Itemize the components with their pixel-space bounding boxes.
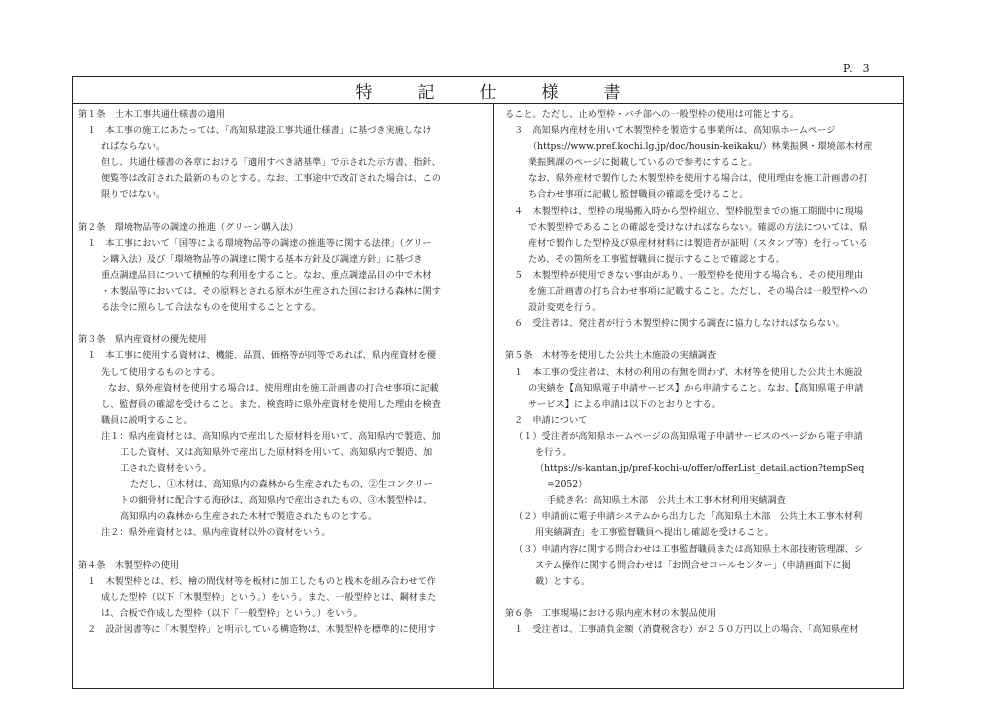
text-line: 注２：県外産資材とは、県内産資材以外の資材をいう。 [101, 527, 331, 539]
text-line: １ 本工事の施工にあたっては、「高知県建設工事共通仕様書」に基づき実施しなけ [87, 125, 432, 137]
text-line: ５ 木製型枠が使用できない事由があり、一般型枠を使用する場合も、その使用理由 [514, 269, 864, 281]
blank-line [78, 316, 488, 332]
right-column [505, 107, 900, 638]
text-line: を行う。 [535, 446, 572, 458]
text-line: ・木製品等においては、その原料とされる原木が生産された国における森林に関す [101, 286, 441, 298]
text-line: 手続き名：高知県土木部 公共土木工事木材利用実績調査 [547, 495, 786, 507]
text-line: し、監督員の確認を受けること。また、検査時に県外産資材を使用した理由を検査 [101, 398, 441, 410]
text-line: １ 木製型枠とは、杉、檜の間伐材等を板材に加工したものと桟木を組み合わせて作 [87, 575, 437, 587]
text-line: ステム操作に関する問合わせは「お問合せコールセンター」（申請画面下に掲 [535, 559, 851, 571]
page-number: P. 3 [843, 62, 871, 75]
text-line: 工した資材、又は高知県外で産出した原材料を用いて、高知県内で製造、加 [120, 446, 433, 458]
text-line: ただし、①木材は、高知県内の森林から生産されたもの、②生コンクリー [130, 479, 433, 491]
blank-line [505, 590, 900, 606]
article-heading: 第４条 木製型枠の使用 [78, 559, 180, 571]
text-line: ６ 受注者は、発注者が行う木製型枠に関する調査に協力しなければならない。 [514, 318, 845, 330]
text-line: （２）申請前に電子申請システムから出力した「高知県土木部 公共土木工事木材利 [514, 511, 863, 523]
text-line: を施工計画書の打ち合わせ事項に記載すること。ただし、その場合は一般型枠への [528, 286, 868, 298]
text-line: 重点調達品目について積極的な利用をすること。なお、重点調達品目の中で木材 [101, 269, 432, 281]
text-line: 産材で製作した型枠及び県産材材料には製造者が証明（スタンプ等）を行っている [528, 237, 868, 249]
text-line: （１）受注者が高知県ホームページの高知県電子申請サービスのページから電子申請 [514, 430, 863, 442]
text-line: （https://www.pref.kochi.lg.jp/doc/housin-keikaku/）林業振興・環境部木材産 [528, 141, 873, 153]
text-line: ２ 申請について [514, 414, 588, 426]
text-line: 工された資材をいう。 [120, 463, 212, 475]
text-line: 成した型枠（以下「木製型枠」という。）をいう。また、一般型枠とは、鋼材また [101, 591, 437, 603]
article-heading: 第３条 県内産資材の優先使用 [78, 334, 207, 346]
article-heading: 第６条 工事現場における県内産木材の木製品使用 [505, 607, 717, 619]
text-line: （３）申請内容に関する問合わせは工事監督職員または高知県土木部技術管理課、シ [514, 543, 864, 555]
text-line: ればならない。 [101, 141, 166, 153]
specification-sheet [72, 76, 904, 689]
left-column [78, 107, 488, 638]
text-line: 用実績調査」を工事監督職員へ提出し確認を受けること。 [535, 527, 774, 539]
text-line: =2052） [547, 479, 588, 491]
text-line: １ 本工事の受注者は、木材の利用の有無を問わず、木材等を使用した公共土木施設 [514, 366, 863, 378]
text-line: ３ 高知県内産材を用いて木製型枠を製造する事業所は、高知県ホームページ [514, 125, 836, 137]
text-line: の実績を【高知県電子申請サービス】から申請すること。なお、【高知県電子申請 [528, 382, 864, 394]
text-line: 便覧等は改訂された最新のものとする。なお、工事途中で改訂された場合は、この [101, 173, 441, 185]
text-line: る法令に照らして合法なものを使用することとする。 [101, 302, 322, 314]
text-line: ン購入法）及び「環境物品等の調達に関する基本方針及び調達方針」に基づき [101, 253, 423, 265]
text-line: サービス】による申請は以下のとおりとする。 [528, 398, 721, 410]
document-title: 特 記 仕 様 書 [355, 82, 635, 103]
column-divider [493, 104, 494, 688]
text-line: 載）とする。 [535, 575, 591, 587]
text-line: 職員に説明すること。 [101, 414, 193, 426]
text-line: 限りではない。 [101, 189, 166, 201]
text-line: （https://s-kantan.jp/pref-kochi-u/offer/offerList_detail.action?tempSeq [535, 463, 865, 475]
text-line: なお、県外産資材を使用する場合は、使用理由を施工計画書の打合せ事項に記載 [108, 382, 439, 394]
title-bar [73, 77, 903, 104]
text-line: １ 本工事に使用する資材は、機能、品質、価格等が同等であれば、県内産資材を優 [87, 350, 437, 362]
article-heading: ること。ただし、止め型枠・バチ部への一般型枠の使用は可能とする。 [505, 109, 799, 120]
text-line: で木製型枠であることの確認を受けなければならない。確認の方法については、県 [528, 221, 868, 233]
text-line: ため、その箇所を工事監督職員に提示することで確認とする。 [528, 253, 785, 265]
text-line: ２ 設計図書等に「木製型枠」と明示している構造物は、木製型枠を標準的に使用す [87, 624, 437, 635]
text-line: 先して使用するものとする。 [101, 366, 221, 378]
text-line: なお、県外産材で製作した木製型枠を使用する場合は、使用理由を施工計画書の打 [528, 173, 868, 185]
text-line: ４ 木製型枠は、型枠の現場搬入時から型枠組立、型枠脱型までの施工期間中に現場 [514, 205, 864, 217]
text-line: 業振興課のページに掲載しているので参考にすること。 [528, 157, 758, 169]
article-heading: 第５条 木材等を使用した公共土木施設の実績調査 [505, 350, 717, 362]
text-line: 設計変更を行う。 [528, 302, 602, 314]
article-heading: 第１条 土木工事共通仕様書の適用 [78, 109, 225, 120]
text-line: トの細骨材に配合する海砂は、高知県内で産出されたもの、③木製型枠は、 [120, 495, 433, 507]
blank-line [78, 542, 488, 558]
blank-line [505, 332, 900, 348]
text-line: ち合わせ事項に記載し監督職員の確認を受けること。 [528, 189, 749, 201]
text-line: １ 本工事において「国等による環境物品等の調達の推進等に関する法律」（グリー [87, 237, 432, 249]
blank-line [78, 204, 488, 220]
text-line: 但し、共通仕様書の各章における「適用すべき諸基準」で示された示方書、指針、 [101, 157, 441, 169]
text-line: 高知県内の森林から生産された木材で製造されたものとする。 [120, 511, 378, 523]
article-heading: 第２条 環境物品等の調達の推進（グリーン購入法） [78, 221, 299, 233]
text-line: １ 受注者は、工事請負金額（消費税含む）が２５０万円以上の場合、「高知県産材 [514, 624, 859, 635]
text-line: は、合板で作成した型枠（以下「一般型枠」という。）をいう。 [101, 607, 363, 619]
text-line: 注１：県内産資材とは、高知県内で産出した原材料を用いて、高知県内で製造、加 [101, 430, 441, 442]
